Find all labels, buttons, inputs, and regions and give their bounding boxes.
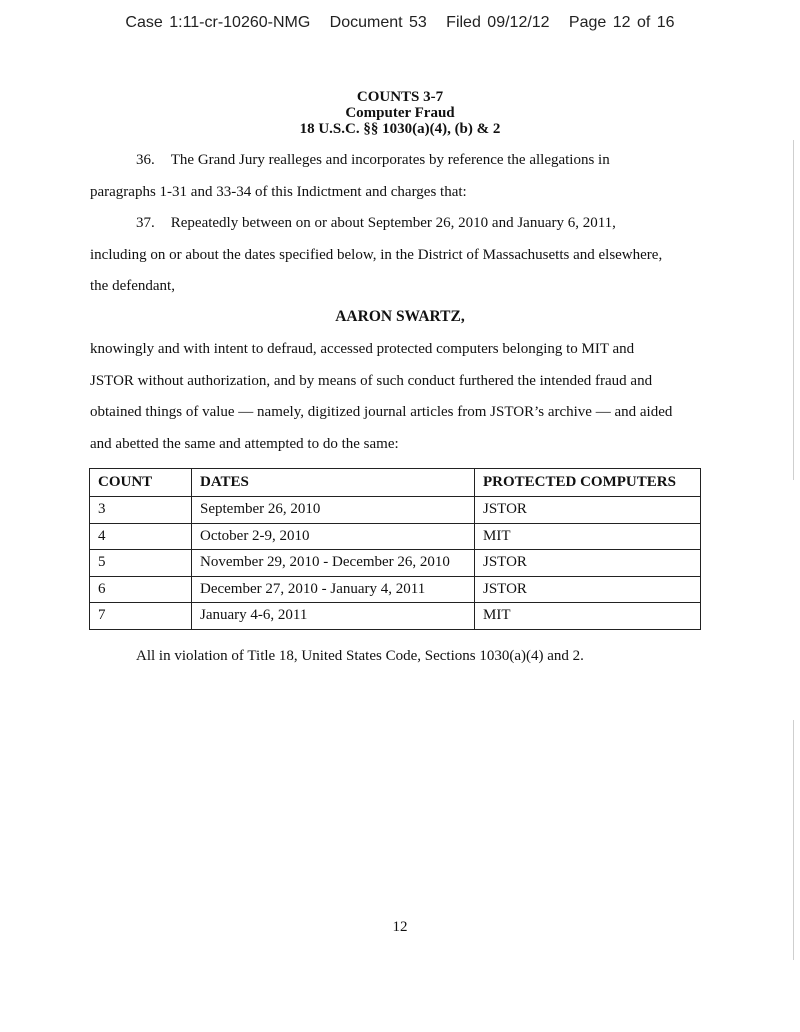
computers-cell: JSTOR xyxy=(475,550,701,577)
dates-cell: January 4-6, 2011 xyxy=(192,603,475,630)
count-cell: 7 xyxy=(90,603,192,630)
dates-cell: November 29, 2010 - December 26, 2010 xyxy=(192,550,475,577)
table-row xyxy=(90,603,701,630)
paragraph-text: the defendant, xyxy=(90,278,175,294)
column-header-computers: PROTECTED COMPUTERS xyxy=(475,469,701,497)
paragraph-text: Repeatedly between on or about September 26, 2010 and January 6, 2011, xyxy=(170,215,616,231)
computers-cell: JSTOR xyxy=(475,497,701,524)
column-header-count: COUNT xyxy=(90,469,192,497)
document-number: Document 53 xyxy=(329,14,427,31)
count-cell: 5 xyxy=(90,550,192,577)
charge-line: obtained things of value — namely, digitized journal articles from JSTOR’s archive — and aided xyxy=(90,404,673,420)
dates-cell: October 2-9, 2010 xyxy=(192,523,475,550)
statute-title: 18 U.S.C. §§ 1030(a)(4), (b) & 2 xyxy=(299,121,501,137)
table-row xyxy=(90,550,701,577)
table-row xyxy=(90,576,701,603)
paragraph-number: 36. xyxy=(136,152,155,168)
paragraph-text: including on or about the dates specified below, in the District of Massachusetts and elsewhere, xyxy=(90,246,663,263)
page-number: 12 xyxy=(392,919,408,935)
computers-cell: JSTOR xyxy=(475,576,701,603)
count-headings xyxy=(0,89,800,137)
scan-edge-line xyxy=(793,140,794,480)
defendant-name: AARON SWARTZ, xyxy=(335,308,465,325)
case-header xyxy=(0,14,800,32)
paragraph-37 xyxy=(90,208,702,303)
paragraph-text: paragraphs 1-31 and 33-34 of this Indictment and charges that: xyxy=(90,183,467,200)
count-cell: 3 xyxy=(90,497,192,524)
computers-cell: MIT xyxy=(475,603,701,630)
count-cell: 6 xyxy=(90,576,192,603)
charge-line: knowingly and with intent to defraud, accessed protected computers belonging to MIT and xyxy=(90,341,635,357)
offense-title: Computer Fraud xyxy=(345,105,455,121)
table-row xyxy=(90,523,701,550)
dates-cell: September 26, 2010 xyxy=(192,497,475,524)
paragraph-36 xyxy=(90,145,702,208)
charge-line: JSTOR without authorization, and by means of such conduct furthered the intended fraud and xyxy=(90,372,653,389)
computers-cell: MIT xyxy=(475,523,701,550)
counts-title: COUNTS 3-7 xyxy=(356,89,444,105)
scan-edge-line xyxy=(793,720,794,960)
column-header-dates: DATES xyxy=(192,469,475,497)
dates-cell: December 27, 2010 - January 4, 2011 xyxy=(192,576,475,603)
closing-statement: All in violation of Title 18, United States Code, Sections 1030(a)(4) and 2. xyxy=(136,648,584,664)
charge-line: and abetted the same and attempted to do the same: xyxy=(90,435,399,452)
paragraph-text: The Grand Jury realleges and incorporates by reference the allegations in xyxy=(170,152,610,168)
case-number: Case 1:11-cr-10260-NMG xyxy=(125,14,311,31)
charge-paragraph xyxy=(90,334,702,460)
count-cell: 4 xyxy=(90,523,192,550)
filed-date: Filed 09/12/12 xyxy=(446,14,550,31)
page-of: Page 12 of 16 xyxy=(568,14,675,31)
counts-table xyxy=(89,468,701,630)
table-row xyxy=(90,497,701,524)
table-header-row xyxy=(90,469,701,497)
paragraph-number: 37. xyxy=(136,215,155,231)
